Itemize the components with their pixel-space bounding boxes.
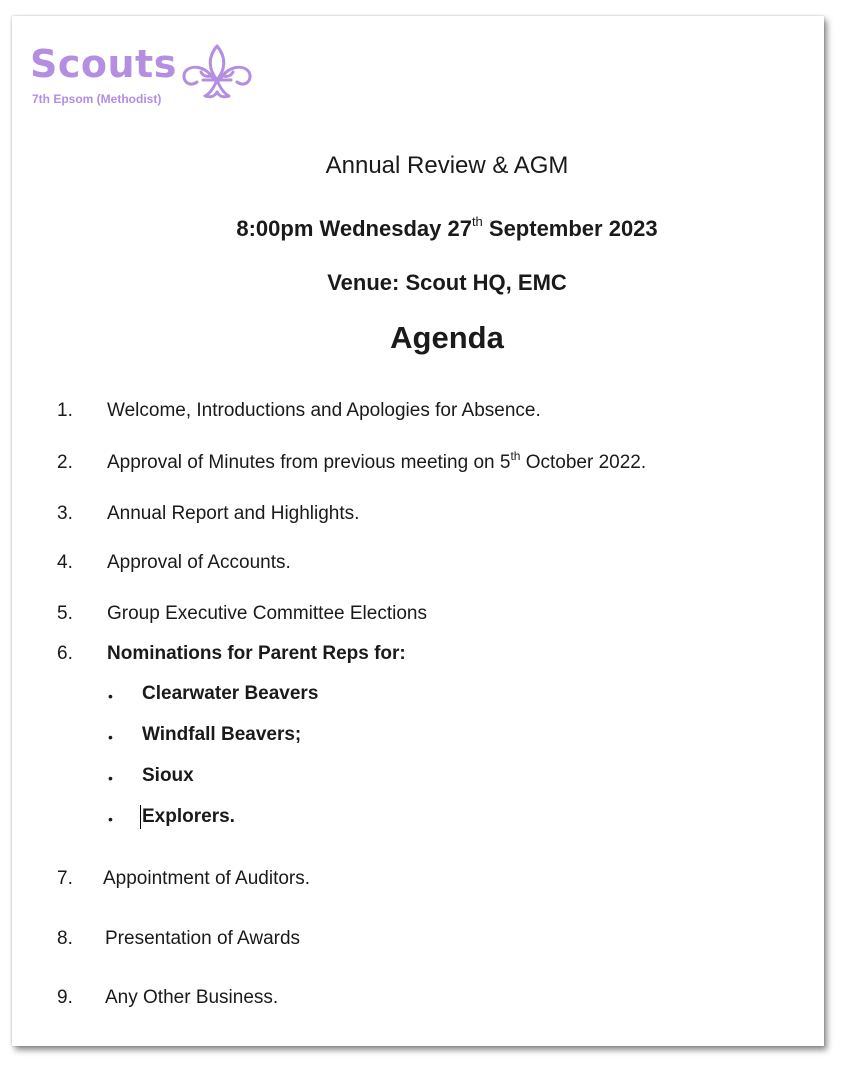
item-text [107, 451, 646, 475]
item-number: 3. [57, 503, 73, 524]
agenda-heading: Agenda [390, 320, 504, 355]
item-number: 4. [57, 552, 73, 573]
item-text: Presentation of Awards [105, 928, 301, 949]
bullet-icon: • [108, 729, 113, 745]
item-text: Appointment of Auditors. [103, 868, 311, 889]
meeting-venue: Venue: Scout HQ, EMC [327, 270, 567, 295]
item-text-rest: October 2022. [520, 452, 647, 473]
item-number: 7. [57, 868, 73, 889]
item-number: 5. [57, 603, 73, 624]
item-text: Any Other Business. [105, 987, 279, 1008]
bullet-icon: • [108, 688, 113, 704]
meeting-date [112, 216, 782, 242]
item-text: Nominations for Parent Reps for: [107, 643, 406, 664]
date-ordinal: th [471, 214, 483, 229]
document-page [12, 16, 824, 1046]
item-text: Welcome, Introductions and Apologies for Absence. [107, 400, 541, 421]
bullet-icon: • [108, 811, 113, 827]
item-number: 1. [57, 400, 73, 421]
bullet-icon: • [108, 770, 113, 786]
item-number: 6. [57, 643, 73, 664]
item-number: 2. [57, 452, 73, 473]
sub-item-text: Explorers. [142, 806, 235, 827]
logo-subtitle: 7th Epsom (Methodist) [32, 92, 162, 106]
text-cursor [140, 805, 141, 829]
sub-item-text: Windfall Beavers; [142, 724, 302, 745]
date-text: 8:00pm Wednesday 27 [236, 216, 472, 241]
item-number: 9. [57, 987, 73, 1008]
fleur-de-lis-icon [177, 40, 257, 110]
document-title: Annual Review & AGM [325, 152, 569, 179]
sub-item-text: Clearwater Beavers [142, 683, 319, 704]
logo-word: Scouts [30, 42, 177, 86]
item-text: Group Executive Committee Elections [107, 603, 427, 624]
item-text-main: Approval of Minutes from previous meeting on 5 [107, 452, 511, 473]
item-number: 8. [57, 928, 73, 949]
item-text-ordinal: th [510, 449, 521, 463]
item-text: Annual Report and Highlights. [107, 503, 360, 524]
item-text: Approval of Accounts. [107, 552, 291, 573]
sub-item-text: Sioux [142, 765, 194, 786]
date-rest: September 2023 [482, 216, 658, 241]
